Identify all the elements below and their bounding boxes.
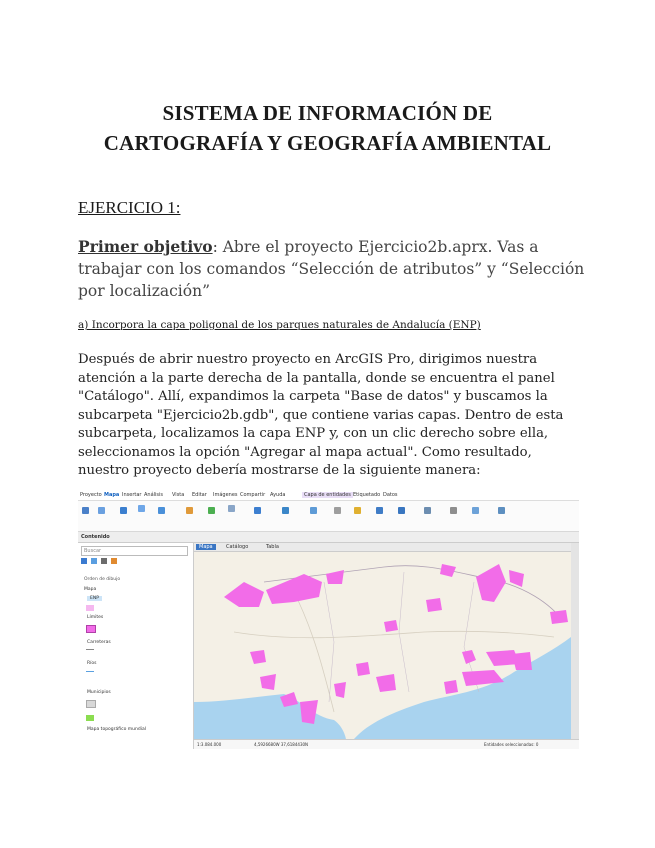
pane-header-bar (78, 532, 579, 543)
scale-readout[interactable]: 1:3.084.000 (197, 742, 222, 747)
menu-item[interactable]: Imágenes (213, 492, 238, 498)
search-box[interactable] (81, 546, 188, 556)
enp-park (444, 680, 458, 694)
attributes-icon[interactable] (334, 507, 341, 514)
menu-item[interactable]: Capa de entidades (304, 492, 351, 498)
objective-paragraph (78, 236, 598, 302)
download-map-icon[interactable] (450, 507, 457, 514)
locate-icon[interactable] (376, 507, 383, 514)
clipboard-icon[interactable] (82, 507, 89, 514)
measure-icon[interactable] (354, 507, 361, 514)
contents-pane (78, 543, 194, 749)
search-placeholder: Buscar (84, 548, 102, 554)
explore-icon[interactable] (120, 507, 127, 514)
select-icon[interactable] (254, 507, 261, 514)
toc-basemap[interactable]: Mapa topográfico mundial (87, 727, 146, 732)
bookmark-icon[interactable] (138, 505, 145, 512)
toc-heading: Orden de dibujo (84, 577, 121, 582)
page-title-line-1: SISTEMA DE INFORMACIÓN DE (162, 101, 493, 125)
legend-swatch (86, 715, 94, 721)
contents-pane-title: Contenido (81, 534, 110, 540)
toc-layer-rios[interactable]: Ríos (87, 661, 97, 666)
sync-icon[interactable] (472, 507, 479, 514)
basemap-icon[interactable] (186, 507, 193, 514)
list-by-source-icon[interactable] (91, 558, 97, 564)
add-preset-icon[interactable] (228, 505, 235, 512)
tab-map[interactable]: Mapa (196, 544, 216, 550)
list-by-selection-icon[interactable] (101, 558, 107, 564)
legend-line (86, 649, 94, 650)
subheading-a: a) Incorpora la capa poligonal de los parques naturales de Andalucía (ENP) (78, 319, 481, 331)
contents-scrollbar[interactable] (571, 543, 579, 739)
enp-park (384, 620, 398, 632)
menu-item[interactable]: Análisis (144, 492, 164, 498)
toc-layer-carreteras[interactable]: Carreteras (87, 640, 111, 645)
tab-table[interactable]: Tabla (266, 544, 279, 550)
legend-swatch (86, 605, 94, 611)
list-by-drawing-order-icon[interactable] (81, 558, 87, 564)
menu-item[interactable]: Datos (383, 492, 398, 498)
enp-park (426, 598, 442, 612)
legend-line (86, 671, 94, 672)
infographics-icon[interactable] (398, 507, 405, 514)
menu-item[interactable]: Ayuda (270, 492, 286, 498)
legend-swatch (86, 625, 96, 633)
andalucia-map[interactable] (194, 552, 571, 739)
map-status-bar (194, 739, 579, 749)
body-paragraph: Después de abrir nuestro proyecto en ArcGIS Pro, dirigimos nuestra atención a la parte derecha de la pantalla, donde se encuentra el panel "Catálogo". Allí, expandimos la carpeta "Base de datos" y buscamos la subcarpeta "Ejercicio2b.gdb", que contiene varias capas. Dentro de esta subcarpeta, localizamos la capa ENP y, con un clic derecho sobre ella, seleccionamos la opción "Agregar al mapa actual". Como resultado, nuestro proyecto debería mostrarse de la siguiente manera: (78, 352, 564, 478)
map-view[interactable] (194, 552, 571, 739)
toc-layer-municipios[interactable]: Municipios (87, 690, 111, 695)
go-to-icon[interactable] (158, 507, 165, 514)
menu-bar (78, 490, 579, 501)
menu-item[interactable]: Compartir (240, 492, 266, 498)
list-by-editing-icon[interactable] (111, 558, 117, 564)
objective-label: Primer objetivo (78, 237, 213, 256)
menu-item[interactable]: Proyecto (80, 492, 102, 498)
select-by-location-icon[interactable] (310, 507, 317, 514)
add-data-icon[interactable] (208, 507, 215, 514)
legend-swatch (86, 700, 96, 708)
menu-item[interactable]: Editar (192, 492, 207, 498)
select-by-attributes-icon[interactable] (282, 507, 289, 514)
enp-park (356, 662, 370, 676)
view-tabs (194, 543, 571, 552)
labeling-icon[interactable] (498, 507, 505, 514)
enp-park (550, 610, 568, 624)
convert-icon[interactable] (424, 507, 431, 514)
page-title-line-2: CARTOGRAFÍA Y GEOGRAFÍA AMBIENTAL (103, 131, 552, 155)
menu-item[interactable]: Insertar (122, 492, 142, 498)
toc-layer-enp[interactable]: ENP (87, 596, 102, 601)
tab-catalog[interactable]: Catálogo (226, 544, 249, 550)
menu-item[interactable]: Etiquetado (353, 492, 381, 498)
exercise-heading: EJERCICIO 1: (78, 198, 181, 217)
menu-item[interactable]: Vista (172, 492, 185, 498)
cut-icon[interactable] (98, 507, 105, 514)
ribbon (78, 501, 579, 532)
toc-layer-limites[interactable]: Límites (87, 615, 104, 620)
contents-toolbar (81, 558, 186, 566)
selected-features: Entidades seleccionadas: 0 (484, 742, 539, 747)
toc-map[interactable]: Mapa (84, 587, 97, 592)
coordinate-readout: 4,5926680W 37,6184430N (254, 742, 309, 747)
arcgis-screenshot (78, 490, 579, 749)
menu-item[interactable]: Mapa (104, 492, 120, 498)
objective-text: : Abre el proyecto Ejercicio2b.aprx. Vas a trabajar con los comandos “Selección de atributos” y “Selección por localización” (78, 238, 585, 300)
